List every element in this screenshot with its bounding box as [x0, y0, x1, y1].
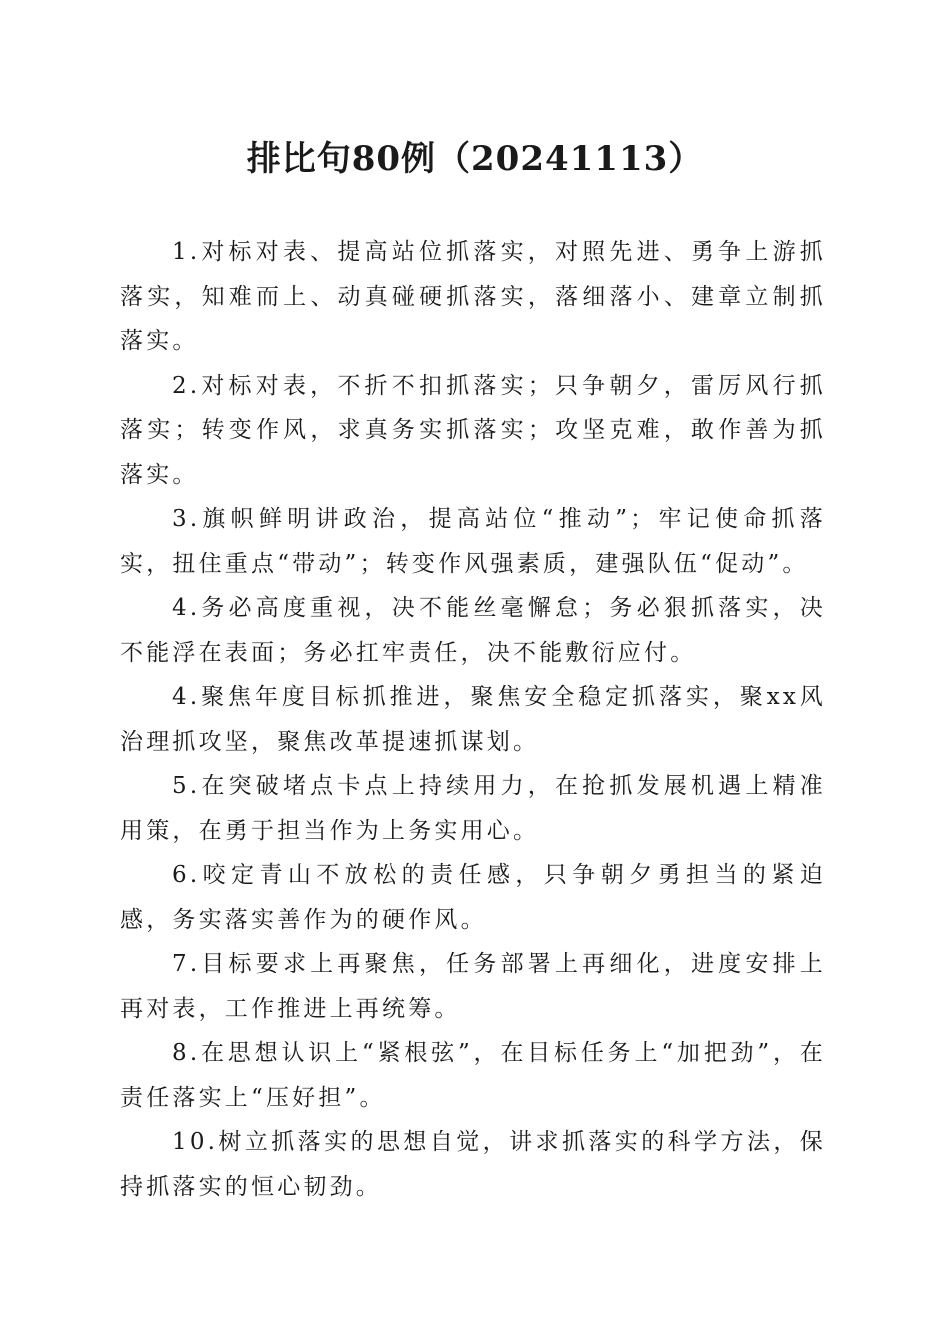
paragraph-4: 4.务必高度重视，决不能丝毫懈怠；务必狠抓落实，决不能浮在表面；务必扛牢责任，决不能敷衍应付。 — [120, 595, 826, 666]
paragraph-3: 3.旗帜鲜明讲政治，提高站位“推动”；牢记使命抓落实，扭住重点“带动”；转变作风强素质，建强队伍“促动”。 — [120, 506, 826, 577]
paragraph-2: 2.对标对表，不折不扣抓落实；只争朝夕，雷厉风行抓落实；转变作风，求真务实抓落实；攻坚克难，敢作善为抓落实。 — [120, 372, 826, 488]
paragraph-9: 8.在思想认识上“紧根弦”，在目标任务上“加把劲”，在责任落实上“压好担”。 — [120, 1040, 826, 1111]
document-title: 排比句80例（20241113） — [246, 139, 704, 179]
paragraph-1: 1.对标对表、提高站位抓落实，对照先进、勇争上游抓落实，知难而上、动真碰硬抓落实，落细落小、建章立制抓落实。 — [120, 239, 826, 354]
paragraph-10: 10.树立抓落实的思想自觉，讲求抓落实的科学方法，保持抓落实的恒心韧劲。 — [120, 1129, 826, 1200]
paragraph-7: 6.咬定青山不放松的责任感，只争朝夕勇担当的紧迫感，务实落实善作为的硬作风。 — [120, 862, 826, 933]
paragraph-5: 4.聚焦年度目标抓推进，聚焦安全稳定抓落实，聚xx风治理抓攻坚，聚焦改革提速抓谋划。 — [120, 684, 826, 755]
document-body — [120, 230, 826, 1209]
paragraph-6: 5.在突破堵点卡点上持续用力，在抢抓发展机遇上精准用策，在勇于担当作为上务实用心。 — [120, 773, 826, 844]
paragraph-8: 7.目标要求上再聚焦，任务部署上再细化，进度安排上再对表，工作推进上再统筹。 — [120, 951, 826, 1022]
